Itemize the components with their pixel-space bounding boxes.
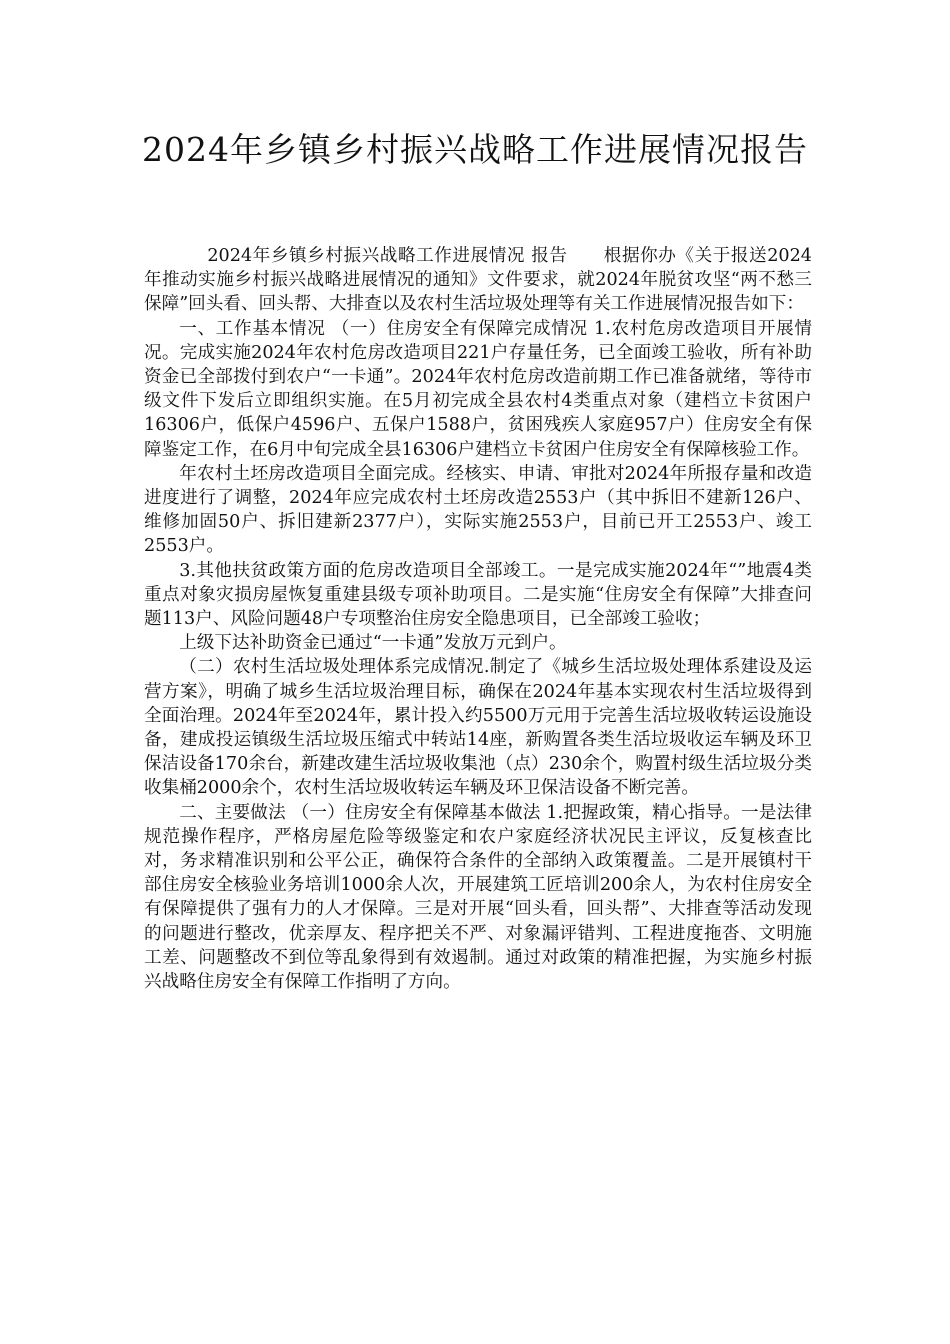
- document-body: [144, 244, 812, 994]
- document-title: 2024年乡镇乡村振兴战略工作进展情况报告: [142, 130, 808, 169]
- paragraph-housing-overview: 一、工作基本情况 （一）住房安全有保障完成情况 1.农村危房改造项目开展情况。完成实施2024年农村危房改造项目221户存量任务，已全面竣工验收，所有补助资金已全部拨付到农户“一卡通”。2024年农村危房改造前期工作已准备就绪，等待市级文件下发后立即组织实施。在5月初完成全县农村4类重点对象（建档立卡贫困户16306户，低保户4596户、五保户1588户，贫困残疾人家庭957户）住房安全有保障鉴定工作，在6月中旬完成全县16306户建档立卡贫困户住房安全有保障核验工作。: [144, 318, 812, 460]
- paragraph-other-policies: 3.其他扶贫政策方面的危房改造项目全部竣工。一是完成实施2024年“”地震4类重点对象灾损房屋恢复重建县级专项补助项目。二是实施“住房安全有保障”大排查问题113户、风险问题48户专项整治住房安全隐患项目，已全部竣工验收；: [144, 560, 812, 630]
- paragraph-intro: 2024年乡镇乡村振兴战略工作进展情况 报告 根据你办《关于报送2024年推动实施乡村振兴战略进展情况的通知》文件要求，就2024年脱贫攻坚“两不愁三保障”回头看、回头帮、大排查以及农村生活垃圾处理等有关工作进展情况报告如下：: [144, 246, 812, 315]
- paragraph-earthen-houses: 年农村土坯房改造项目全面完成。经核实、申请、审批对2024年所报存量和改造进度进行了调整，2024年应完成农村土坯房改造2553户（其中拆旧不建新126户、维修加固50户、拆旧建新2377户），实际实施2553户，目前已开工2553户、竣工2553户。: [144, 463, 812, 557]
- paragraph-garbage-system: （二）农村生活垃圾处理体系完成情况.制定了《城乡生活垃圾处理体系建设及运营方案》，明确了城乡生活垃圾治理目标，确保在2024年基本实现农村生活垃圾得到全面治理。2024年至2024年，累计投入约5500万元用于完善生活垃圾收转运设施设备，建成投运镇级生活垃圾压缩式中转站14座，新购置各类生活垃圾收运车辆及环卫保洁设备170余台，新建改建生活垃圾收集池（点）230余个，购置村级生活垃圾分类收集桶2000余个，农村生活垃圾收转运车辆及环卫保洁设备不断完善。: [144, 657, 812, 799]
- paragraph-subsidy-funds: 上级下达补助资金已通过“一卡通”发放万元到户。: [179, 633, 567, 654]
- paragraph-main-practices: 二、主要做法 （一）住房安全有保障基本做法 1.把握政策，精心指导。一是法律规范操作程序，严格房屋危险等级鉴定和农户家庭经济状况民主评议，反复核查比对，务求精准识别和公平公正，确保符合条件的全部纳入政策覆盖。二是开展镇村干部住房安全核验业务培训1000余人次，开展建筑工匠培训200余人，为农村住房安全有保障提供了强有力的人才保障。三是对开展“回头看，回头帮”、大排查等活动发现的问题进行整改，优亲厚友、程序把关不严、对象漏评错判、工程进度拖沓、文明施工差、问题整改不到位等乱象得到有效遏制。通过对政策的精准把握，为实施乡村振兴战略住房安全有保障工作指明了方向。: [144, 802, 812, 993]
